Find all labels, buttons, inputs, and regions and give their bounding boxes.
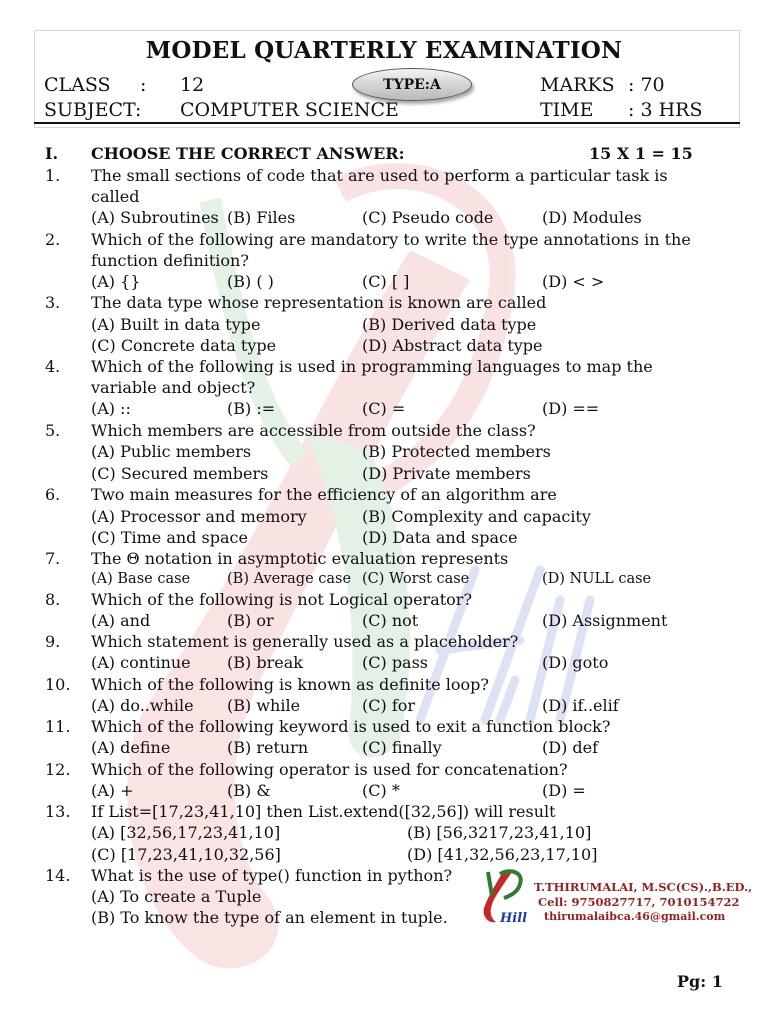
answer-option: (B) return	[227, 738, 309, 757]
answer-option: (C) [ ]	[362, 272, 410, 291]
author-phone: Cell: 9750827717, 7010154722	[538, 895, 740, 909]
time-label: TIME	[540, 99, 594, 121]
answer-option: (C) pass	[362, 653, 429, 672]
section-marks: 15 X 1 = 15	[589, 144, 693, 163]
answer-option: (A) do..while	[91, 696, 194, 715]
answer-option: (B) while	[227, 696, 301, 715]
answer-option: (C) [17,23,41,10,32,56]	[91, 845, 281, 864]
type-badge: TYPE:A	[352, 68, 472, 101]
section-heading: CHOOSE THE CORRECT ANSWER:	[91, 144, 405, 163]
answer-option: (D) def	[542, 738, 599, 757]
question-text: Which of the following operator is used for concatenation?	[91, 760, 568, 779]
question-number: 14.	[45, 866, 71, 885]
answer-option: (A) ::	[91, 399, 131, 418]
class-value: 12	[180, 74, 205, 96]
answer-option: (A) Processor and memory	[91, 507, 307, 526]
answer-option: (B) Files	[227, 208, 296, 227]
question-text: Which statement is generally used as a placeholder?	[91, 632, 519, 651]
answer-option: (B) break	[227, 653, 303, 672]
answer-option: (A) Base case	[91, 571, 191, 587]
answer-option: (B) Average case	[227, 571, 352, 587]
question-number: 8.	[45, 590, 61, 609]
answer-option: (C) for	[362, 696, 416, 715]
answer-option: (A) To create a Tuple	[91, 887, 262, 906]
answer-option: (B) [56,3217,23,41,10]	[407, 823, 592, 842]
answer-option: (D) ==	[542, 399, 600, 418]
class-separator: :	[140, 74, 147, 96]
answer-option: (D) Private members	[362, 464, 531, 483]
answer-option: (B) &	[227, 781, 271, 800]
question-number: 6.	[45, 485, 61, 504]
answer-option: (C) *	[362, 781, 400, 800]
question-text: The data type whose representation is known are called	[91, 293, 547, 312]
exam-title: MODEL QUARTERLY EXAMINATION	[145, 37, 623, 64]
question-number: 4.	[45, 357, 61, 376]
question-text: If List=[17,23,41,10] then List.extend([32,56]) will result	[91, 802, 556, 821]
question-number: 5.	[45, 421, 61, 440]
question-text: Which of the following is not Logical operator?	[91, 590, 473, 609]
marks-value: : 70	[628, 74, 665, 96]
answer-option: (C) finally	[362, 738, 442, 757]
answer-option: (C) Time and space	[91, 528, 248, 547]
answer-option: (A) +	[91, 781, 134, 800]
question-number: 9.	[45, 632, 61, 651]
question-text: Two main measures for the efficiency of an algorithm are	[91, 485, 557, 504]
answer-option: (A) Public members	[91, 442, 252, 461]
answer-option: (A) and	[91, 611, 151, 630]
subject-label: SUBJECT:	[44, 99, 142, 121]
answer-option: (A) continue	[91, 653, 191, 672]
answer-option: (C) Concrete data type	[91, 336, 277, 355]
marks-label: MARKS	[540, 74, 615, 96]
question-text: The Θ notation in asymptotic evaluation represents	[91, 549, 509, 568]
answer-option: (D) =	[542, 781, 586, 800]
answer-option: (D) Modules	[542, 208, 642, 227]
answer-option: (B) Protected members	[362, 442, 551, 461]
answer-option: (A) {}	[91, 272, 141, 291]
section-number: I.	[45, 144, 59, 163]
question-text: The small sections of code that are used to perform a particular task is	[91, 166, 668, 185]
header-rule	[34, 122, 740, 124]
question-text: function definition?	[91, 251, 249, 270]
question-number: 2.	[45, 230, 61, 249]
page-number: Pg: 1	[677, 972, 723, 991]
answer-option: (D) goto	[542, 653, 609, 672]
question-text: variable and object?	[91, 378, 256, 397]
question-text: Which of the following keyword is used to exit a function block?	[91, 717, 611, 736]
question-text: Which of the following is known as definite loop?	[91, 675, 489, 694]
answer-option: (C) =	[362, 399, 406, 418]
answer-option: (B) To know the type of an element in tuple.	[91, 908, 448, 927]
question-text: What is the use of type() function in python?	[91, 866, 453, 885]
answer-option: (A) [32,56,17,23,41,10]	[91, 823, 281, 842]
answer-option: (B) or	[227, 611, 274, 630]
question-number: 13.	[45, 802, 71, 821]
answer-option: (A) define	[91, 738, 171, 757]
question-number: 12.	[45, 760, 71, 779]
question-number: 11.	[45, 717, 71, 736]
subject-value: COMPUTER SCIENCE	[180, 99, 399, 121]
answer-option: (C) Worst case	[362, 571, 470, 587]
question-text: called	[91, 187, 140, 206]
author-email: thirumalaibca.46@gmail.com	[544, 910, 726, 923]
question-number: 7.	[45, 549, 61, 568]
question-text: Which of the following are mandatory to write the type annotations in the	[91, 230, 691, 249]
hill-logo-icon	[474, 866, 536, 928]
question-number: 1.	[45, 166, 61, 185]
answer-option: (D) if..elif	[542, 696, 619, 715]
answer-option: (C) not	[362, 611, 419, 630]
answer-option: (A) Built in data type	[91, 315, 261, 334]
answer-option: (D) Assignment	[542, 611, 668, 630]
question-text: Which of the following is used in programming languages to map the	[91, 357, 653, 376]
answer-option: (D) < >	[542, 272, 605, 291]
answer-option: (A) Subroutines	[91, 208, 219, 227]
time-value: : 3 HRS	[628, 99, 703, 121]
logo-text: Hill	[500, 911, 528, 926]
author-name: T.THIRUMALAI, M.SC(CS).,B.ED.,	[534, 880, 753, 894]
answer-option: (D) Abstract data type	[362, 336, 543, 355]
answer-option: (B) :=	[227, 399, 276, 418]
question-number: 10.	[45, 675, 71, 694]
question-text: Which members are accessible from outside the class?	[91, 421, 536, 440]
question-number: 3.	[45, 293, 61, 312]
answer-option: (D) [41,32,56,23,17,10]	[407, 845, 598, 864]
answer-option: (D) Data and space	[362, 528, 518, 547]
answer-option: (B) Complexity and capacity	[362, 507, 591, 526]
answer-option: (D) NULL case	[542, 571, 652, 587]
answer-option: (B) ( )	[227, 272, 274, 291]
answer-option: (C) Pseudo code	[362, 208, 494, 227]
answer-option: (C) Secured members	[91, 464, 269, 483]
class-label: CLASS	[44, 74, 111, 96]
answer-option: (B) Derived data type	[362, 315, 537, 334]
